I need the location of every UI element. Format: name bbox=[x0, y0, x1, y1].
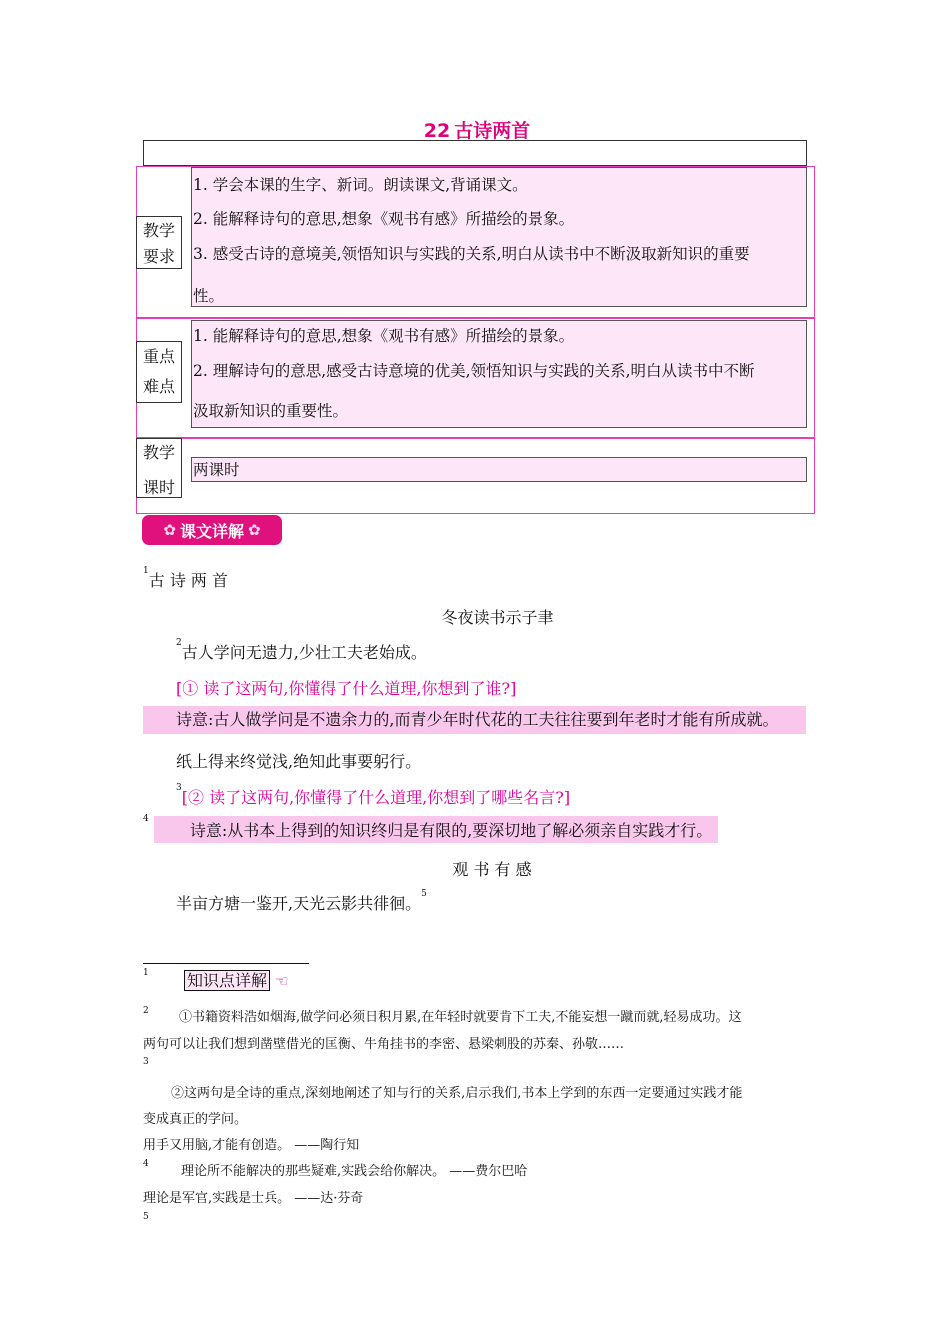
poems-heading bbox=[143, 568, 228, 591]
lesson-number: 22 bbox=[423, 120, 451, 142]
requirements-content bbox=[191, 167, 807, 307]
footnote-3-num: 3 bbox=[143, 1057, 149, 1067]
heading-text: 古 诗 两 首 bbox=[148, 571, 228, 590]
footnote-3-line-a: ②这两句是全诗的重点,深刻地阐述了知与行的关系,启示我们,书本上学到的东西一定要通过实践才能 bbox=[171, 1086, 743, 1101]
poem2-line1 bbox=[176, 891, 427, 914]
header-bar bbox=[143, 140, 807, 166]
poem-line-text: 古人学问无遗力,少壮工夫老始成。 bbox=[181, 643, 427, 662]
footnote-ref[interactable]: 1 bbox=[143, 566, 149, 576]
footnote-4-num: 4 bbox=[143, 1159, 149, 1169]
kp-item-2: 2. 理解诗句的意思,感受古诗意境的优美,领悟知识与实践的关系,明白从读书中不断 bbox=[193, 362, 755, 380]
poem1-line1 bbox=[176, 640, 427, 663]
knowledge-points-label bbox=[184, 968, 289, 991]
label-line: 重点 bbox=[142, 347, 175, 366]
page-title bbox=[0, 116, 950, 143]
req-item-1: 1. 学会本课的生字、新词。朗读课文,背诵课文。 bbox=[193, 176, 528, 194]
footnote-ref[interactable]: 2 bbox=[176, 638, 182, 648]
kp-label-text: 知识点详解 bbox=[184, 970, 270, 991]
keypoints-label-box bbox=[136, 341, 182, 403]
footnote-5-num: 5 bbox=[143, 1212, 149, 1222]
footnote-ref[interactable]: 3 bbox=[176, 783, 182, 793]
label-line: 要求 bbox=[142, 247, 175, 266]
section-badge bbox=[142, 515, 282, 545]
footnote-2-line-a: ①书籍资料浩如烟海,做学问必须日积月累,在年轻时就要肯下工夫,不能妄想一蹴而就,轻易成功。这 bbox=[179, 1010, 742, 1025]
footnote-3-line-c: 用手又用脑,才能有创造。 ——陶行知 bbox=[143, 1138, 360, 1153]
footnote-1: 1 bbox=[143, 968, 149, 978]
meaning-text: 诗意:古人做学问是不遗余力的,而青少年时代花的工夫往往要到年老时才能有所成就。 bbox=[176, 710, 779, 729]
footnote-4-line-b: 理论是军官,实践是士兵。 ——达·芬奇 bbox=[143, 1191, 364, 1206]
req-item-2: 2. 能解释诗句的意思,想象《观书有感》所描绘的景象。 bbox=[193, 210, 575, 228]
question-text: [② 读了这两句,你懂得了什么道理,你想到了哪些名言?] bbox=[181, 788, 571, 807]
pointing-hand-icon: ☜ bbox=[275, 972, 289, 990]
kp-item-1: 1. 能解释诗句的意思,想象《观书有感》所描绘的景象。 bbox=[193, 327, 575, 345]
meaning-text: 诗意:从书本上得到的知识终归是有限的,要深切地了解必须亲自实践才行。 bbox=[154, 816, 718, 843]
star-icon: ✿ bbox=[163, 521, 176, 539]
footnote-4-line-a: 理论所不能解决的那些疑难,实践会给你解决。 ——费尔巴哈 bbox=[181, 1164, 528, 1179]
label-line: 难点 bbox=[142, 377, 175, 396]
meaning-1 bbox=[143, 706, 806, 734]
lesson-title: 古诗两首 bbox=[454, 120, 531, 142]
footnote-ref[interactable]: 4 bbox=[143, 814, 149, 824]
question-2 bbox=[176, 785, 570, 808]
footnote-3-line-b: 变成真正的学问。 bbox=[143, 1112, 248, 1127]
label-line: 教学 bbox=[142, 221, 175, 240]
poem-line-text: 半亩方塘一鉴开,天光云影共徘徊。 bbox=[176, 894, 422, 913]
keypoints-content bbox=[191, 320, 807, 428]
hours-content bbox=[191, 457, 807, 482]
req-item-3: 3. 感受古诗的意境美,领悟知识与实践的关系,明白从读书中不断汲取新知识的重要 bbox=[193, 245, 750, 263]
star-icon: ✿ bbox=[248, 521, 261, 539]
poem1-line2: 纸上得来终觉浅,绝知此事要躬行。 bbox=[176, 752, 422, 771]
hours-label bbox=[137, 435, 181, 505]
poem1-title: 冬夜读书示子聿 bbox=[441, 608, 554, 627]
kp-item-2-cont: 汲取新知识的重要性。 bbox=[193, 402, 349, 420]
footnote-2-line-b: 两句可以让我们想到凿壁借光的匡衡、牛角挂书的李密、悬梁刺股的苏秦、孙敬…… bbox=[143, 1037, 625, 1052]
keypoints-label bbox=[137, 342, 181, 402]
label-line: 课时 bbox=[142, 478, 175, 497]
poem2-title: 观 书 有 感 bbox=[452, 860, 532, 879]
footnote-2-num: 2 bbox=[143, 1006, 149, 1016]
hours-label-box bbox=[136, 438, 182, 498]
requirements-label-box bbox=[136, 216, 182, 269]
hours-value: 两课时 bbox=[193, 461, 240, 479]
question-1: [① 读了这两句,你懂得了什么道理,你想到了谁?] bbox=[176, 679, 517, 698]
footnote-ref[interactable]: 5 bbox=[421, 889, 427, 899]
label-line: 教学 bbox=[142, 443, 175, 462]
meaning-2 bbox=[143, 816, 718, 843]
req-item-3-cont: 性。 bbox=[193, 287, 225, 305]
section-badge-label: 课文详解 bbox=[179, 521, 244, 541]
footnote-separator bbox=[143, 963, 309, 964]
requirements-label bbox=[137, 217, 181, 270]
